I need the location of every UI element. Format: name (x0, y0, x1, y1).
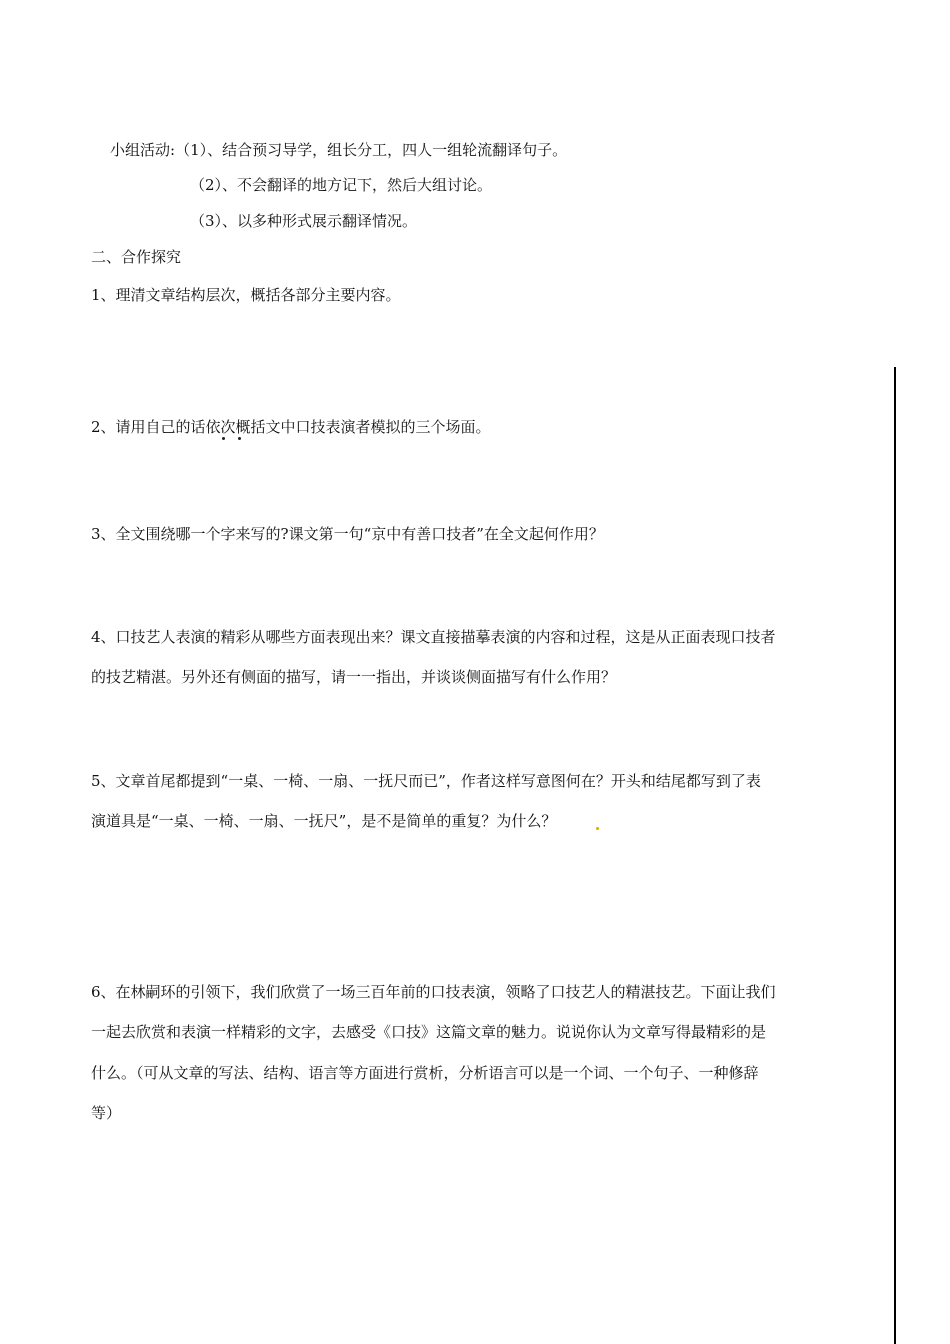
question-2: 2、请用自己的话依次概括文中口技表演者模拟的三个场面。 (91, 418, 491, 436)
emphasis-dot (596, 827, 599, 830)
question-1: 1、理清文章结构层次，概括各部分主要内容。 (91, 286, 401, 304)
margin-rule (894, 367, 896, 1344)
activity-item: （1）、结合预习导学，组长分工，四人一组轮流翻译句子。 (175, 141, 568, 159)
activity-line-1 (110, 140, 567, 160)
section-heading: 二、合作探究 (91, 248, 182, 266)
question-5-line: 5、文章首尾都提到“一桌、一椅、一扇、一抚尺而已”，作者这样写意图何在？开头和结尾都写到了表 (91, 772, 761, 790)
question-6-line: 6、在林嗣环的引领下，我们欣赏了一场三百年前的口技表演，领略了口技艺人的精湛技艺。下面让我们 (91, 983, 776, 1001)
question-6-line: 等） (91, 1104, 122, 1122)
question-5-line: 演道具是“一桌、一椅、一扇、一抚尺”，是不是简单的重复？为什么？ (91, 812, 557, 830)
question-3: 3、全文围绕哪一个字来写的?课文第一句“京中有善口技者”在全文起何作用？ (91, 525, 604, 543)
activity-item: （2）、不会翻译的地方记下，然后大组讨论。 (190, 176, 493, 194)
emphasis-dot (238, 437, 241, 440)
emphasis-dot (222, 437, 225, 440)
activity-item: （3）、以多种形式展示翻译情况。 (190, 212, 418, 230)
question-6-line: 一起去欣赏和表演一样精彩的文字，去感受《口技》这篇文章的魅力。说说你认为文章写得最精彩的是 (91, 1023, 767, 1041)
question-4-line: 4、口技艺人表演的精彩从哪些方面表现出来？课文直接描摹表演的内容和过程，这是从正面表现口技者 (91, 628, 776, 646)
question-6-line: 什么。（可从文章的写法、结构、语言等方面进行赏析，分析语言可以是一个词、一个句子、一种修辞 (91, 1064, 759, 1082)
activity-lead: 小组活动: (110, 141, 176, 159)
question-4-line: 的技艺精湛。另外还有侧面的描写，请一一指出，并谈谈侧面描写有什么作用？ (91, 668, 617, 686)
